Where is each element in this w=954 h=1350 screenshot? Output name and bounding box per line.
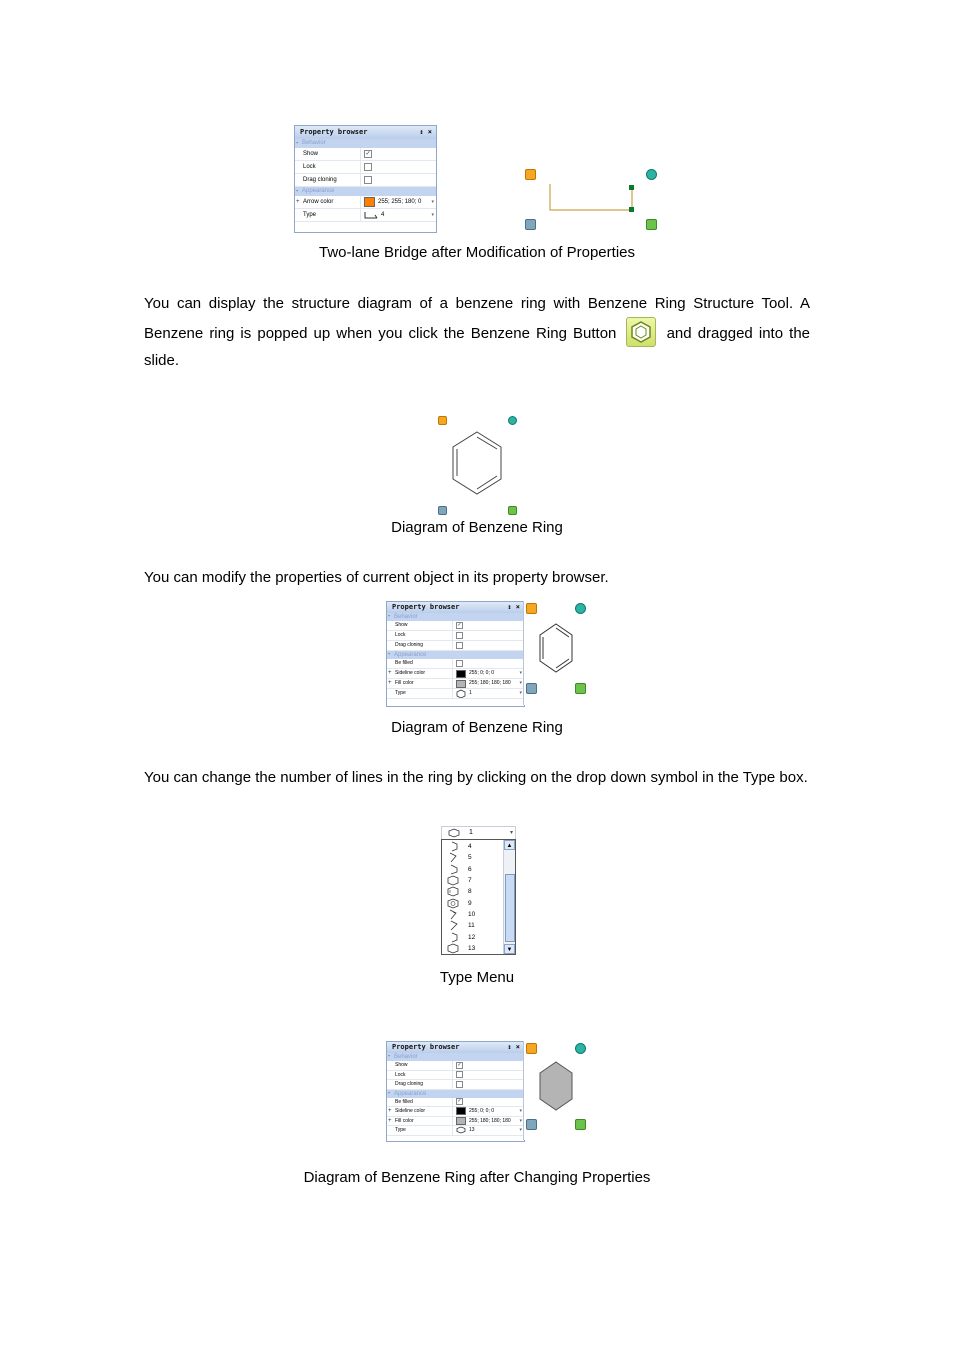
list-item[interactable]: 13	[442, 943, 502, 954]
list-item[interactable]: 9	[442, 897, 502, 908]
resize-handle-icon[interactable]	[575, 1119, 586, 1130]
type-option-list	[442, 841, 502, 954]
type-select[interactable]	[453, 689, 524, 698]
property-key: Be filled	[387, 659, 453, 668]
list-item[interactable]: 10	[442, 909, 502, 920]
property-row	[387, 1061, 524, 1071]
rotate-handle-icon[interactable]	[646, 169, 657, 180]
lock-checkbox[interactable]	[456, 632, 463, 639]
paragraph	[144, 565, 810, 590]
ring-variant-icon	[442, 852, 464, 863]
settings-handle-icon[interactable]	[525, 219, 536, 230]
property-key: + Sideline color	[387, 669, 453, 678]
property-row	[295, 148, 436, 161]
color-value: 255; 0; 0; 0	[469, 1108, 495, 1114]
chevron-down-icon[interactable]: ▾	[431, 212, 434, 218]
chevron-down-icon[interactable]: ▾	[519, 690, 522, 696]
benzene-type-icon	[456, 689, 466, 698]
paragraph	[144, 765, 810, 790]
anchor-point[interactable]	[629, 207, 634, 212]
panel-controls[interactable]: ↕ ×	[419, 128, 432, 136]
chevron-down-icon[interactable]: ▾	[509, 830, 513, 836]
property-key: Show	[387, 621, 453, 630]
property-key: Type	[295, 209, 361, 221]
show-checkbox[interactable]: ✓	[365, 151, 371, 157]
chevron-down-icon[interactable]: ▾	[519, 670, 522, 676]
category-behavior[interactable]: - Behavior	[387, 1053, 524, 1061]
type-select[interactable]	[361, 209, 436, 221]
property-row	[387, 621, 524, 631]
property-row	[387, 659, 524, 669]
figure-caption: Type Menu	[439, 969, 515, 986]
benzene-type-icon	[456, 1126, 466, 1134]
chevron-down-icon[interactable]: ▾	[431, 199, 434, 205]
ring-variant-icon	[442, 943, 464, 954]
property-row	[387, 1107, 524, 1117]
property-key: Show	[387, 1061, 453, 1070]
figure-caption: Diagram of Benzene Ring after Changing Properties	[303, 1169, 651, 1186]
property-key: Drag cloning	[295, 174, 361, 186]
panel-controls[interactable]: ↕ ×	[507, 1043, 520, 1051]
property-key: Lock	[387, 1071, 453, 1080]
chevron-down-icon[interactable]: ▾	[519, 680, 522, 686]
ring-variant-icon	[442, 932, 464, 943]
lock-checkbox[interactable]	[364, 163, 372, 171]
chevron-down-icon[interactable]: ▾	[519, 1117, 522, 1124]
panel-title-bar	[387, 602, 524, 613]
panel-title: Property browser	[392, 1043, 460, 1051]
list-item[interactable]: 12	[442, 931, 502, 942]
two-lane-bridge-drawing[interactable]	[540, 182, 640, 218]
property-row	[295, 196, 436, 209]
property-row	[295, 161, 436, 174]
benzene-ring-drawing[interactable]	[538, 622, 574, 674]
show-checkbox[interactable]: ✓	[457, 622, 462, 628]
figure-caption: Two-lane Bridge after Modification of Properties	[319, 244, 635, 261]
paragraph-text: You can display the structure diagram of a benzene ring with Benzene Ring Structure Tool. A Benzene ring is popped up when you click the Benzene Ring Button	[144, 295, 810, 342]
type-options-list[interactable]	[441, 839, 516, 955]
resize-handle-icon[interactable]	[508, 506, 517, 515]
category-behavior[interactable]: - Behavior	[295, 139, 436, 148]
paragraph-text: and dragged into the slide.	[144, 325, 811, 369]
ring-variant-icon	[442, 875, 464, 886]
show-checkbox[interactable]: ✓	[457, 1061, 462, 1068]
property-row	[387, 631, 524, 641]
property-key: Drag cloning	[387, 1080, 453, 1089]
property-row	[387, 641, 524, 651]
ring-variant-icon	[442, 898, 464, 909]
color-swatch	[364, 197, 375, 207]
filled-benzene-ring-drawing[interactable]	[538, 1060, 574, 1112]
benzene-ring-button-icon[interactable]	[626, 317, 656, 347]
list-item[interactable]: 8	[442, 886, 502, 897]
ring-variant-icon	[442, 920, 464, 931]
move-handle-icon[interactable]	[525, 169, 536, 180]
figure-caption: Diagram of Benzene Ring	[391, 719, 563, 736]
type-dropdown[interactable]	[441, 826, 516, 840]
property-key: Lock	[387, 631, 453, 640]
property-row	[387, 1126, 524, 1136]
sideline-color-select[interactable]	[453, 669, 524, 678]
figure-caption: Diagram of Benzene Ring	[391, 519, 563, 536]
move-handle-icon[interactable]	[526, 1043, 537, 1054]
category-behavior[interactable]: - Behavior	[387, 613, 524, 621]
property-row	[387, 1117, 524, 1127]
type-select[interactable]	[453, 1126, 524, 1135]
property-browser-panel	[386, 601, 525, 707]
drag-cloning-checkbox[interactable]	[364, 176, 372, 184]
property-key: Drag cloning	[387, 641, 453, 650]
list-item[interactable]: 7	[442, 875, 502, 886]
property-row	[295, 209, 436, 222]
color-value: 255; 0; 0; 0	[469, 670, 495, 676]
rotate-handle-icon[interactable]	[575, 603, 586, 614]
property-key: + Sideline color	[387, 1107, 453, 1116]
ring-variant-icon	[442, 841, 464, 852]
anchor-point[interactable]	[629, 185, 634, 190]
rotate-handle-icon[interactable]	[575, 1043, 586, 1054]
property-row	[387, 679, 524, 689]
list-item[interactable]: 11	[442, 920, 502, 931]
property-key: + Fill color	[387, 679, 453, 688]
property-row	[387, 1071, 524, 1081]
property-key: Be filled	[387, 1098, 453, 1107]
settings-handle-icon[interactable]	[526, 1119, 537, 1130]
fill-color-select[interactable]	[453, 1117, 524, 1126]
panel-title-bar	[295, 126, 436, 139]
property-key: Show	[295, 148, 361, 160]
move-handle-icon[interactable]	[526, 603, 537, 614]
property-row	[387, 1080, 524, 1090]
property-key: Type	[387, 1126, 453, 1135]
category-appearance[interactable]: - Appearance	[295, 187, 436, 196]
list-item[interactable]: 4	[442, 841, 502, 852]
settings-handle-icon[interactable]	[526, 683, 537, 694]
ring-variant-icon	[442, 864, 464, 875]
panel-title: Property browser	[392, 603, 460, 611]
color-swatch	[456, 1107, 466, 1115]
ring-variant-icon	[442, 886, 464, 897]
scroll-down-icon[interactable]: ▼	[504, 944, 515, 954]
color-swatch	[456, 680, 466, 688]
color-value: 255; 255; 180; 0	[378, 199, 422, 205]
type-value: 1	[469, 690, 472, 696]
be-filled-checkbox[interactable]: ✓	[457, 1098, 462, 1105]
chevron-down-icon[interactable]: ▾	[519, 1127, 522, 1133]
category-appearance[interactable]: - Appearance	[387, 651, 524, 659]
benzene-ring-drawing[interactable]	[450, 430, 504, 498]
property-key: + Arrow color	[295, 196, 361, 208]
property-key: + Fill color	[387, 1117, 453, 1126]
bridge-type-icon	[364, 211, 378, 219]
chevron-down-icon[interactable]: ▾	[519, 1108, 522, 1114]
color-value: 255; 180; 180; 180	[469, 680, 511, 686]
type-value: 4	[381, 212, 385, 218]
color-swatch	[456, 1117, 466, 1125]
move-handle-icon[interactable]	[438, 416, 447, 425]
category-appearance[interactable]: - Appearance	[387, 1090, 524, 1098]
list-item[interactable]: 6	[442, 864, 502, 875]
type-value: 13	[469, 1127, 475, 1133]
panel-controls[interactable]: ↕ ×	[507, 603, 520, 611]
property-browser-panel	[294, 125, 437, 233]
property-key: Type	[387, 689, 453, 698]
property-row	[387, 669, 524, 679]
arrow-color-select[interactable]	[361, 196, 436, 208]
scroll-up-icon[interactable]: ▲	[504, 840, 515, 850]
be-filled-checkbox[interactable]	[456, 660, 463, 667]
scrollbar-thumb[interactable]	[505, 874, 515, 942]
color-swatch	[456, 670, 466, 678]
resize-handle-icon[interactable]	[646, 219, 657, 230]
drag-cloning-checkbox[interactable]	[456, 642, 463, 649]
property-row	[387, 1098, 524, 1108]
resize-handle-icon[interactable]	[575, 683, 586, 694]
panel-title: Property browser	[300, 128, 368, 136]
sideline-color-select[interactable]	[453, 1107, 524, 1116]
selected-type-value: 1	[469, 829, 473, 836]
list-item[interactable]: 5	[442, 852, 502, 863]
paragraph-text: You can modify the properties of current object in its property browser.	[144, 569, 609, 586]
property-key: Lock	[295, 161, 361, 173]
drag-cloning-checkbox[interactable]	[456, 1081, 463, 1088]
color-value: 255; 180; 180; 180	[469, 1117, 511, 1124]
property-row	[387, 689, 524, 699]
settings-handle-icon[interactable]	[438, 506, 447, 515]
benzene-type-icon	[448, 828, 460, 838]
fill-color-select[interactable]	[453, 679, 524, 688]
rotate-handle-icon[interactable]	[508, 416, 517, 425]
ring-variant-icon	[442, 909, 464, 920]
property-row	[295, 174, 436, 187]
panel-title-bar	[387, 1042, 524, 1053]
paragraph-text: You can change the number of lines in the ring by clicking on the drop down symbol in the Type box.	[144, 769, 808, 786]
lock-checkbox[interactable]	[456, 1071, 463, 1078]
scrollbar[interactable]	[503, 840, 515, 954]
property-browser-panel	[386, 1041, 525, 1142]
paragraph	[144, 290, 810, 374]
